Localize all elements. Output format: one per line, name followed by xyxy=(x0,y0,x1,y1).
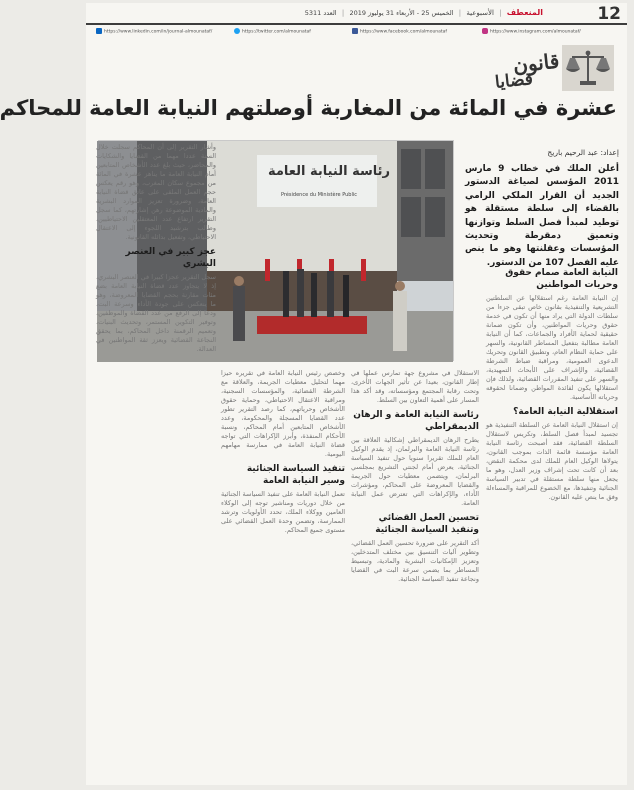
section-kicker xyxy=(471,47,559,93)
facebook-icon xyxy=(352,28,358,34)
article-column-3 xyxy=(221,369,345,779)
subhead: تحسين العمل القضائي وتنفيذ السياسة الجنائية xyxy=(375,513,479,535)
social-links-bar xyxy=(94,27,620,37)
social-link-facebook[interactable] xyxy=(352,28,447,35)
newspaper-logo: المنعطف xyxy=(506,8,543,17)
subhead: النيابة العامة صمام حقوق وحريات المواطنين xyxy=(505,268,618,290)
body-text: أكد التقرير على ضرورة تحسين العمل القضائي، وتطوير آليات التنسيق بين مختلف المتدخلين، وتعزيز الإمكانيات البشرية والمادية، وتبسيط المساطر بما يضمن سرعة البت في القضايا ونجاعة تنفيذ السياسة الجنائية. xyxy=(351,539,479,583)
twitter-icon xyxy=(234,28,240,34)
separator: | xyxy=(341,9,345,17)
social-url: https://www.instagram.com/almounataf/ xyxy=(490,29,581,35)
body-text: إن النيابة العامة رغم استقلالها عن السلطتين التشريعية والتنفيذية بقانون خاص تبقى جزءا من سلطات الدولة التي يراد منها أن تكون في خدمة حقوق وحريات المواطنين، وأن تكون ضمانة حقيقية لحماية الأفراد والجماعات، كما أن النيابة العامة مطالبة بتفعيل المساطر القانونية، والسهر على حماية النظام العام، وتطبيق القانون وتحريك الدعوى العمومية، ومراقبة ضباط الشرطة القضائية، والإشراف على الأبحاث التمهيدية، والسهر على تنفيذ المقررات القضائية، ولذلك فإن استقلالها يكون لفائدة المواطن وضمانا لحقوقه وحرياته الأساسية. xyxy=(486,294,618,401)
linkedin-icon xyxy=(96,28,102,34)
social-url: https://twitter.com/almounataf xyxy=(242,29,311,35)
separator: | xyxy=(458,9,462,17)
body-text: وخصص رئيس النيابة العامة في تقريره حيزا مهما لتحليل معطيات الجريمة، والعلاقة مع الشرطة القضائية، والمؤسسات السجنية، ومراقبة الاعتقال الاحتياطي، وحماية حقوق الأشخاص وحرياتهم، كما رصد التقرير تطور عدد القضايا المسجلة والمحكومة، وعدد الأشخاص المتابعين أمام المحاكم، ونسبة الأحكام المنفذة، وأبرز الإكراهات التي تواجه قضاة النيابة العامة في ممارسة مهامهم اليومية. xyxy=(221,369,345,458)
scales-of-justice-icon xyxy=(562,45,614,91)
body-text: سجل التقرير عجزا كبيرا في العنصر البشري، إذ لا يتجاوز عدد قضاة النيابة العامة بضع مئات مقارنة بحجم القضايا المعروضة، وهو ما ينعكس على جودة الأداء وسرعة البت، ودعا إلى الرفع من عدد القضاة والموظفين، وتوفير التكوين المستمر، وتحديث البنيات، وتعميم الرقمنة داخل المحاكم، بما يحقق النجاعة القضائية ويعزز ثقة المواطنين في العدالة. xyxy=(96,273,216,353)
page-header xyxy=(86,3,627,25)
issue-number: العدد 5311 xyxy=(304,9,337,17)
body-text: تعمل النيابة العامة على تنفيذ السياسة الجنائية من خلال دوريات ومناشير توجه إلى الوكلاء العامين ووكلاء الملك، تحدد الأولويات وترشد الممارسة، وتضمن وحدة العمل القضائي على مستوى جميع المحاكم. xyxy=(221,490,345,534)
social-link-linkedin[interactable] xyxy=(96,28,212,35)
article-lede: أعلن الملك في خطاب 9 مارس 2011 المؤسس لصياغة الدستور الجديد أن القرار الملكي الرامي بالقضاء إلى سلطة مستقلة هو توطيد لمبدأ فصل السلط وتوازنها وتعميق دمقرطة وتحديث المؤسسات وعقلنتها وهو ما ينص عليه الفصل 107 من الدستور. xyxy=(465,164,619,268)
building-sign-sub: Présidence du Ministère Public xyxy=(280,192,358,198)
masthead xyxy=(305,8,543,17)
social-url: https://www.linkedin.com/in/journal-almounataf/ xyxy=(104,29,213,35)
social-url: https://www.facebook.com/almounataf xyxy=(360,29,448,35)
subhead: عجز كبير في العنصر البشري xyxy=(125,247,216,269)
article-column-2 xyxy=(351,369,479,779)
article-headline: عشرة في المائة من المغاربة أوصلتهم النيابة العامة للمحاكم xyxy=(0,96,617,120)
social-link-twitter[interactable] xyxy=(234,28,311,35)
article-column-1 xyxy=(486,263,618,779)
newspaper-page xyxy=(0,3,627,785)
page-number: 12 xyxy=(597,4,621,24)
social-link-instagram[interactable] xyxy=(482,28,581,35)
issue-date: الخميس 25 - الأربعاء 31 يوليوز 2019 xyxy=(349,9,454,17)
subhead: استقلالية النيابة العامة؟ xyxy=(513,407,618,417)
subhead: رئاسة النيابة العامة و الرهان الديمقراطي xyxy=(353,410,479,432)
article-byline: إعداد: عبد الرحيم باريج xyxy=(547,148,619,157)
body-text: وأشار التقرير إلى أن المحاكم سجلت خلال السنة عددا مهما من القضايا والشكايات والمحاضر، حيث بلغ عدد الأشخاص المتابعين أمام النيابة العامة ما يناهز عشرة في المائة من مجموع سكان المغرب، وهو رقم يعكس حجم العمل الملقى على عاتق قضاة النيابة العامة، وضرورة تعزيز الموارد البشرية والمادية الموضوعة رهن إشارتهم، كما سجل التقرير ارتفاع عدد المعتقلين الاحتياطيين، وطالب بترشيد اللجوء إلى الاعتقال الاحتياطي، وتفعيل بدائله القانونية. xyxy=(96,143,216,241)
body-text: الاستقلال في مشروع جهة تمارس عملها في إطار القانون، بعيدا عن تأثير الجهات الأخرى، وتحت رقابة المجتمع ومؤسساته، وقد أكد هذا المسار على أهمية التعاون بين السلط. xyxy=(351,369,479,404)
body-text: إن استقلال النيابة العامة عن السلطة التنفيذية هو تجسيد لمبدأ فصل السلط، وتكريس لاستقلال السلطة القضائية، فقد أصبحت رئاسة النيابة العامة مؤسسة قائمة الذات بموجب القانون، يتولاها الوكيل العام للملك لدى محكمة النقض، بعد أن كانت تحت إشراف وزير العدل، وهو ما يجعل منها سلطة مستقلة في تدبير السياسة الجنائية وتنفيذها، مع الخضوع للمراقبة والمساءلة وفق ما ينص عليه القانون. xyxy=(486,421,618,501)
body-text: يطرح الرهان الديمقراطي إشكالية العلاقة بين رئاسة النيابة العامة والبرلمان، إذ يقدم الوكيل العام للملك تقريرا سنويا حول تنفيذ السياسة الجنائية، يعرض أمام لجنتي التشريع بمجلسي البرلمان، ويتضمن معطيات حول الجريمة والقضايا المعروضة على المحاكم، ومؤشرات الأداء، والإكراهات التي تعترض عمل النيابة العامة. xyxy=(351,436,479,507)
kicker-cases: قضايا xyxy=(494,69,534,93)
section-name: الأسبوعية xyxy=(466,9,494,17)
instagram-icon xyxy=(482,28,488,34)
kicker-law: قانون xyxy=(511,48,561,78)
building-sign: رئاسة النيابة العامة xyxy=(267,164,391,179)
article-column-4 xyxy=(96,143,216,779)
separator: | xyxy=(499,9,502,17)
subhead: تنفيذ السياسة الجنائية وسير النيابة العامة xyxy=(246,464,345,486)
